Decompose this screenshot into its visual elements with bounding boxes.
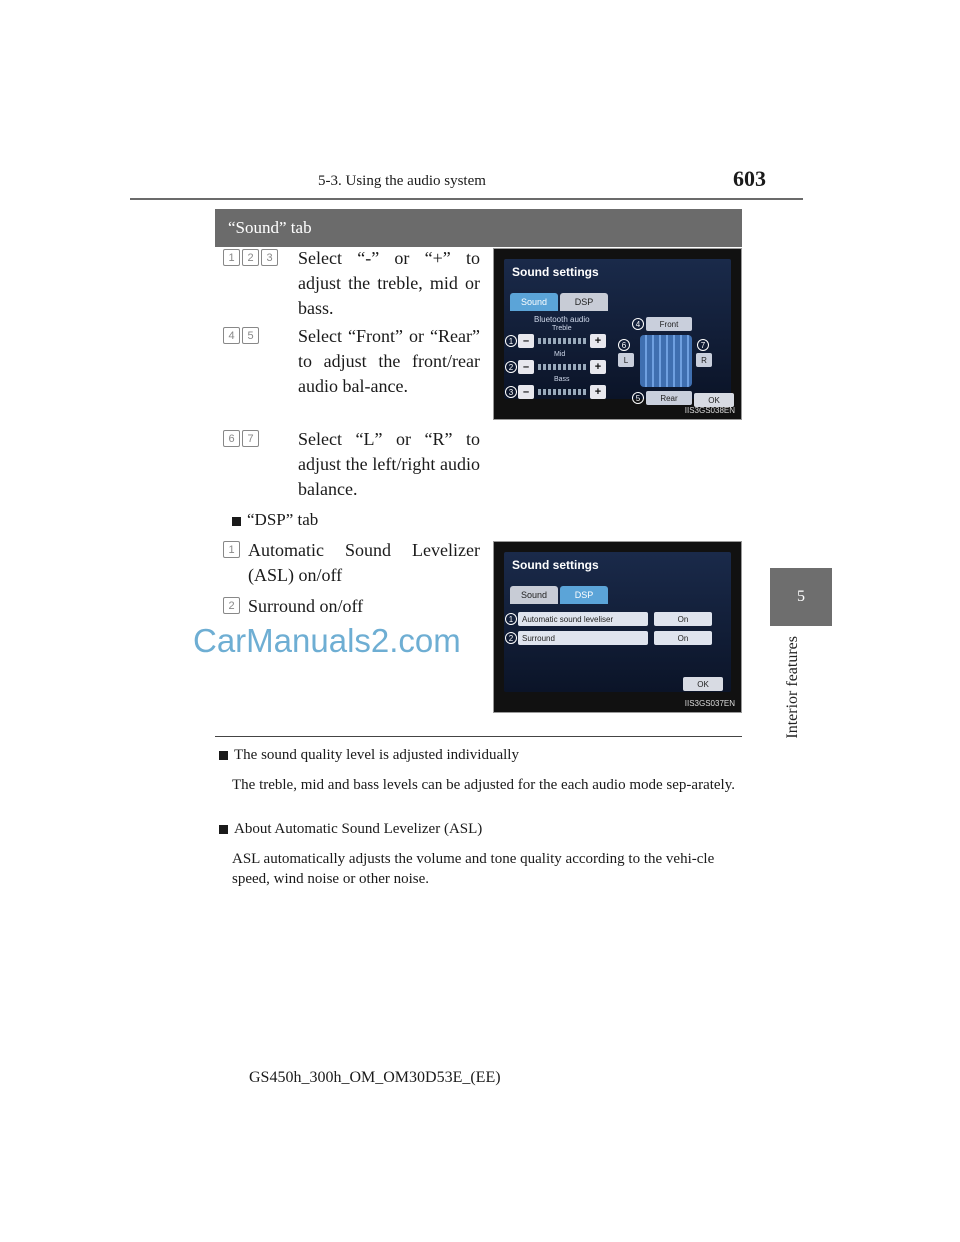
ok-button[interactable]: OK xyxy=(683,677,723,691)
surround-setting-row[interactable]: Surround xyxy=(518,631,648,645)
bass-minus-button[interactable]: – xyxy=(518,385,534,399)
source-label: Bluetooth audio xyxy=(534,315,590,324)
section-heading: 5-3. Using the audio system xyxy=(318,173,486,189)
treble-label: Treble xyxy=(552,325,572,332)
notes-divider xyxy=(215,736,742,737)
callout-marker: 1 xyxy=(505,335,517,347)
dsp-tab-heading xyxy=(232,510,318,530)
chapter-tab: 5 xyxy=(770,568,832,626)
figure-code: IIS3GS038EN xyxy=(684,406,735,415)
tab-sound[interactable]: Sound xyxy=(510,293,558,311)
bullet-square-icon xyxy=(219,825,228,834)
tab-dsp[interactable]: DSP xyxy=(560,586,608,604)
header-divider xyxy=(130,198,803,200)
step-badge: 1 xyxy=(223,249,240,266)
callout-marker: 2 xyxy=(505,632,517,644)
dsp-tab-title: “DSP” tab xyxy=(247,510,319,529)
chapter-label: Interior features xyxy=(784,636,801,739)
callout-marker: 6 xyxy=(618,339,630,351)
surround-toggle[interactable]: On xyxy=(654,631,712,645)
screen-display xyxy=(504,552,731,692)
callout-marker: 3 xyxy=(505,386,517,398)
document-code: GS450h_300h_OM_OM30D53E_(EE) xyxy=(249,1069,501,1086)
note-heading xyxy=(219,747,519,764)
tab-dsp[interactable]: DSP xyxy=(560,293,608,311)
callout-marker: 7 xyxy=(697,339,709,351)
step-badge: 3 xyxy=(261,249,278,266)
step-badge: 2 xyxy=(242,249,259,266)
treble-plus-button[interactable]: + xyxy=(590,334,606,348)
ok-button[interactable]: OK xyxy=(694,393,734,407)
callout-marker: 1 xyxy=(505,613,517,625)
note-heading xyxy=(219,821,482,838)
note-body: ASL automatically adjusts the volume and tone quality according to the vehi-cle speed, wind noise or other noise. xyxy=(232,851,715,887)
item-badges xyxy=(223,327,261,344)
mid-minus-button[interactable]: – xyxy=(518,360,534,374)
treble-meter xyxy=(538,338,586,344)
step-badge: 6 xyxy=(223,430,240,447)
tab-sound[interactable]: Sound xyxy=(510,586,558,604)
screen-display xyxy=(504,259,731,405)
callout-marker: 4 xyxy=(632,318,644,330)
bass-plus-button[interactable]: + xyxy=(590,385,606,399)
step-badge: 4 xyxy=(223,327,240,344)
sound-item-text: Select “Front” or “Rear” to adjust the front/rear audio bal-ance. xyxy=(298,326,480,396)
step-badge: 2 xyxy=(223,597,240,614)
left-button[interactable]: L xyxy=(618,353,634,367)
bass-meter xyxy=(538,389,586,395)
screen-title: Sound settings xyxy=(512,265,599,279)
sound-item-text: Select “-” or “+” to adjust the treble, mid or bass. xyxy=(298,248,480,318)
note-heading-text: The sound quality level is adjusted individually xyxy=(234,747,519,763)
asl-setting-row[interactable]: Automatic sound leveliser xyxy=(518,612,648,626)
bass-label: Bass xyxy=(554,376,570,383)
step-badge: 7 xyxy=(242,430,259,447)
asl-toggle[interactable]: On xyxy=(654,612,712,626)
mid-plus-button[interactable]: + xyxy=(590,360,606,374)
bullet-square-icon xyxy=(219,751,228,760)
item-badges xyxy=(223,541,242,558)
treble-minus-button[interactable]: – xyxy=(518,334,534,348)
balance-grid[interactable] xyxy=(640,335,692,387)
figure-code: IIS3GS037EN xyxy=(684,699,735,708)
mid-label: Mid xyxy=(554,351,566,358)
rear-button[interactable]: Rear xyxy=(646,391,692,405)
watermark: CarManuals2.com xyxy=(193,622,461,659)
callout-marker: 2 xyxy=(505,361,517,373)
note-heading-text: About Automatic Sound Levelizer (ASL) xyxy=(234,821,483,837)
callout-marker: 5 xyxy=(632,392,644,404)
mid-meter xyxy=(538,364,586,370)
sound-item-text: Select “L” or “R” to adjust the left/right audio balance. xyxy=(298,429,480,499)
page-number: 603 xyxy=(733,166,766,191)
front-button[interactable]: Front xyxy=(646,317,692,331)
step-badge: 5 xyxy=(242,327,259,344)
dsp-settings-screenshot xyxy=(493,541,742,713)
sound-tab-heading: “Sound” tab xyxy=(215,209,742,247)
screen-tabbar xyxy=(510,586,610,604)
item-badges xyxy=(223,597,242,614)
step-badge: 1 xyxy=(223,541,240,558)
dsp-item-text: Automatic Sound Levelizer (ASL) on/off xyxy=(248,540,480,585)
sound-settings-screenshot xyxy=(493,248,742,420)
bullet-square-icon xyxy=(232,517,241,526)
screen-title: Sound settings xyxy=(512,558,599,572)
screen-tabbar xyxy=(510,293,610,311)
item-badges xyxy=(223,249,280,266)
dsp-item-text: Surround on/off xyxy=(248,596,364,616)
item-badges xyxy=(223,430,261,447)
right-button[interactable]: R xyxy=(696,353,712,367)
note-body: The treble, mid and bass levels can be adjusted for the each audio mode sep-arately. xyxy=(232,777,735,793)
